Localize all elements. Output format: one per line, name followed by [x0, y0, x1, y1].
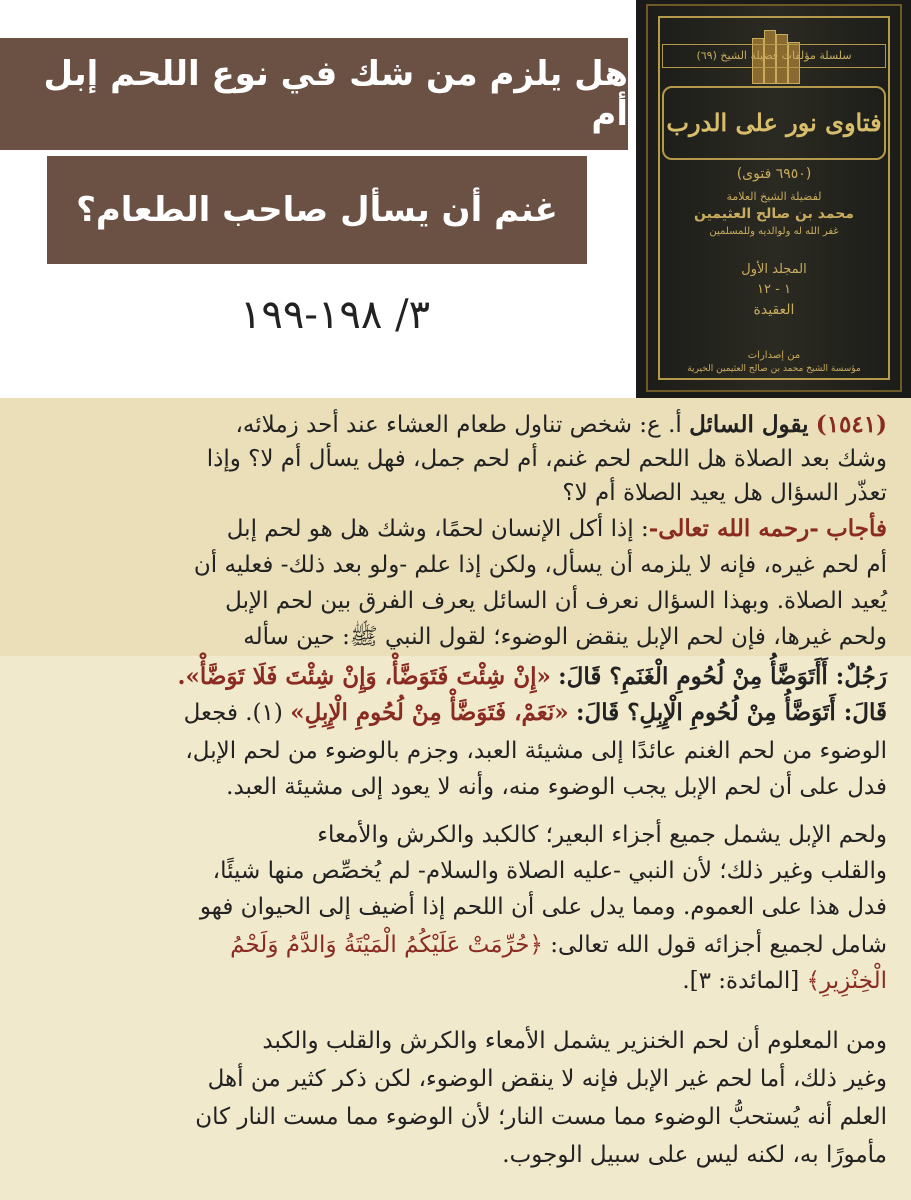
book-page-scan [0, 398, 911, 1200]
cover-author-prefix: لفضيلة الشيخ العلامة [726, 190, 822, 203]
body-line-8: ومن المعلوم أن لحم الخنزير يشمل الأمعاء والكرش والقلب والكبد [262, 1028, 887, 1054]
answer-line-1: فأجاب -رحمه الله تعالى-: إذا أكل الإنسان لحمًا، وشك هل هو لحم إبل [226, 515, 887, 542]
body-line-1: الوضوء من لحم الغنم عائدًا إلى مشيئة العبد، وجزم بالوضوء من لحم الإبل، [185, 738, 887, 764]
question-line-1: (١٥٤١) يقول السائل أ. ع: شخص تناول طعام العشاء عند أحد زملائه، [235, 411, 887, 438]
page-reference: ٣/ ١٩٨-١٩٩ [239, 292, 431, 338]
cover-author: محمد بن صالح العثيمين [694, 206, 854, 222]
cover-publisher-2: مؤسسة الشيخ محمد بن صالح العثيمين الخيرية [687, 364, 861, 374]
title-banner-line-2: غنم أن يسأل صاحب الطعام؟ [47, 156, 587, 264]
body-line-10: العلم أنه يُستحبُّ الوضوء مما مست النار؛ لأن الوضوء مما مست النار كان [195, 1104, 887, 1130]
question-line-2: وشك بعد الصلاة هل اللحم لحم غنم، أم لحم جمل، فهل يسأل أم لا؟ وإذا [206, 446, 887, 472]
book-cover-photo [636, 0, 911, 398]
body-line-2: فدل على أن لحم الإبل يجب الوضوء منه، وأنه لا يعود إلى مشيئة العبد. [226, 774, 887, 800]
answer-line-4: ولحم غيرها، فإن لحم الإبل ينقض الوضوء؛ لقول النبي ﷺ: حين سأله [243, 624, 887, 650]
body-line-4: والقلب وغير ذلك؛ لأن النبي -عليه الصلاة والسلام- لم يُخصِّص منها شيئًا، [212, 858, 887, 884]
cover-count: (٦٩٥٠ فتوى) [736, 166, 812, 182]
body-line-6: شامل لجميع أجزائه قول الله تعالى: ﴿حُرِّمَتْ عَلَيْكُمُ الْمَيْتَةُ وَالدَّمُ وَلَحْمُ [230, 932, 887, 958]
cover-subject: العقيدة [753, 302, 795, 318]
title-banner-line-1: هل يلزم من شك في نوع اللحم إبل أم [0, 38, 628, 150]
hadith-line-1: رَجُلٌ: أَأَتَوَضَّأُ مِنْ لُحُومِ الْغَنَمِ؟ قَالَ: «إِنْ شِئْتَ فَتَوَضَّأْ، وَإِنْ شِئْتَ فَلَا تَوَضَّأْ». [177, 663, 887, 690]
cover-range: ١ - ١٢ [757, 282, 791, 297]
body-line-7: الْخِنْزِيرِ﴾ [المائدة: ٣]. [682, 968, 887, 994]
cover-title: فتاوى نور على الدرب [662, 86, 886, 160]
answer-line-3: يُعيد الصلاة. وبهذا السؤال نعرف أن السائل يعرف الفرق بين لحم الإبل [225, 588, 887, 614]
body-line-9: وغير ذلك، أما لحم غير الإبل فإنه لا ينقض الوضوء، لكن ذكر كثير من أهل [207, 1066, 887, 1092]
body-line-3: ولحم الإبل يشمل جميع أجزاء البعير؛ كالكبد والكرش والأمعاء [317, 822, 887, 848]
cover-publisher-1: من إصدارات [747, 350, 801, 361]
header-area [0, 0, 911, 398]
cover-author-suffix: غفر الله له ولوالديه وللمسلمين [709, 226, 839, 237]
cover-series: سلسلة مؤلفات فضيلة الشيخ (٦٩) [662, 44, 886, 68]
hadith-line-2: قَالَ: أَتَوَضَّأُ مِنْ لُحُومِ الْإِبِلِ؟ قَالَ: «نَعَمْ، فَتَوَضَّأْ مِنْ لُحُومِ الْإِبِلِ» (١). فجعل [183, 699, 887, 726]
body-line-11: مأمورًا به، لكنه ليس على سبيل الوجوب. [502, 1142, 887, 1168]
body-line-5: فدل هذا على العموم. ومما يدل على أن اللحم إذا أضيف إلى الحيوان فهو [199, 894, 887, 920]
question-line-3: تعذّر السؤال هل يعيد الصلاة أم لا؟ [562, 480, 887, 506]
cover-volume: المجلد الأول [741, 262, 807, 277]
answer-line-2: أم لحم غيره، فإنه لا يلزمه أن يسأل، ولكن إذا علم -ولو بعد ذلك- فعليه أن [193, 552, 887, 578]
book-cover [646, 4, 902, 392]
